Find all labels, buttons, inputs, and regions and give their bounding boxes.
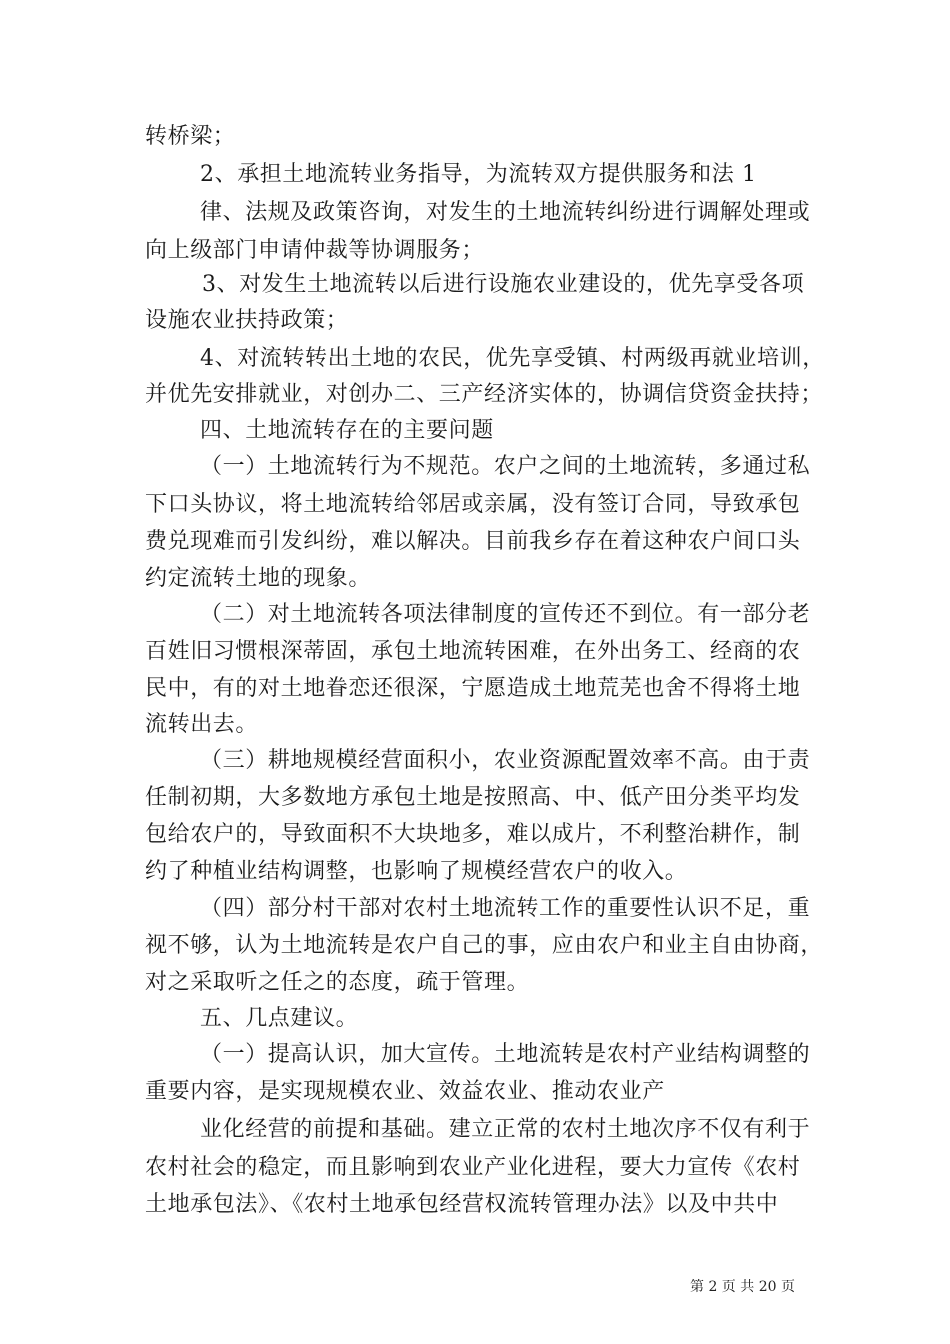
text-line: 下口头协议，将土地流转给邻居或亲属，没有签订合同，导致承包 bbox=[145, 492, 801, 517]
text-line: （一）提高认识，加大宣传。土地流转是农村产业结构调整的 bbox=[200, 1042, 811, 1067]
text-line: 对之采取听之任之的态度，疏于管理。 bbox=[145, 970, 530, 995]
text-line: 流转出去。 bbox=[145, 712, 259, 737]
text-line: 农村社会的稳定，而且影响到农业产业化进程，要大力宣传《农村 bbox=[145, 1155, 801, 1180]
text-line: 视不够，认为土地流转是农户自己的事，应由农户和业主自由协商， bbox=[145, 933, 824, 958]
section-heading: 四、土地流转存在的主要问题 bbox=[200, 418, 494, 443]
text-line: 任制初期，大多数地方承包土地是按照高、中、低产田分类平均发 bbox=[145, 785, 801, 810]
text-line: 设施农业扶持政策； bbox=[145, 308, 349, 333]
text-line: （四）部分村干部对农村土地流转工作的重要性认识不足，重 bbox=[200, 896, 811, 921]
text-line: 业化经营的前提和基础。建立正常的农村土地次序不仅有利于 bbox=[200, 1117, 811, 1142]
text-line: 并优先安排就业，对创办二、三产经济实体的，协调信贷资金扶持； bbox=[145, 382, 824, 407]
text-line: 4、对流转转出土地的农民，优先享受镇、村两级再就业培训， bbox=[200, 346, 825, 371]
text-line: 重要内容，是实现规模农业、效益农业、推动农业产 bbox=[145, 1079, 665, 1104]
text-line: （二）对土地流转各项法律制度的宣传还不到位。有一部分老 bbox=[200, 602, 811, 627]
text-line: 2、承担土地流转业务指导，为流转双方提供服务和法 1 bbox=[200, 162, 757, 187]
text-line: 转桥梁； bbox=[145, 124, 236, 149]
text-line: 费兑现难而引发纠纷，难以解决。目前我乡存在着这种农户间口头 bbox=[145, 529, 801, 554]
text-line: 向上级部门申请仲裁等协调服务； bbox=[145, 238, 485, 263]
text-line: 约定流转土地的现象。 bbox=[145, 566, 372, 591]
text-line: 约了种植业结构调整，也影响了规模经营农户的收入。 bbox=[145, 859, 688, 884]
text-line: （一）土地流转行为不规范。农户之间的土地流转，多通过私 bbox=[200, 454, 811, 479]
text-line: 民中，有的对土地眷恋还很深，宁愿造成土地荒芜也舍不得将土地 bbox=[145, 676, 801, 701]
text-line: 百姓旧习惯根深蒂固，承包土地流转困难，在外出务工、经商的农 bbox=[145, 639, 801, 664]
text-line: 土地承包法》、《农村土地承包经营权流转管理办法》以及中共中 bbox=[145, 1192, 779, 1217]
section-heading: 五、几点建议。 bbox=[200, 1006, 359, 1031]
text-line: 律、法规及政策咨询，对发生的土地流转纠纷进行调解处理或 bbox=[200, 200, 811, 225]
text-line: 3、对发生土地流转以后进行设施农业建设的，优先享受各项 bbox=[202, 272, 805, 297]
page-number-footer: 第 2 页 共 20 页 bbox=[690, 1279, 795, 1295]
text-line: （三）耕地规模经营面积小，农业资源配置效率不高。由于责 bbox=[200, 748, 811, 773]
text-line: 包给农户的，导致面积不大块地多，难以成片，不利整治耕作，制 bbox=[145, 822, 801, 847]
